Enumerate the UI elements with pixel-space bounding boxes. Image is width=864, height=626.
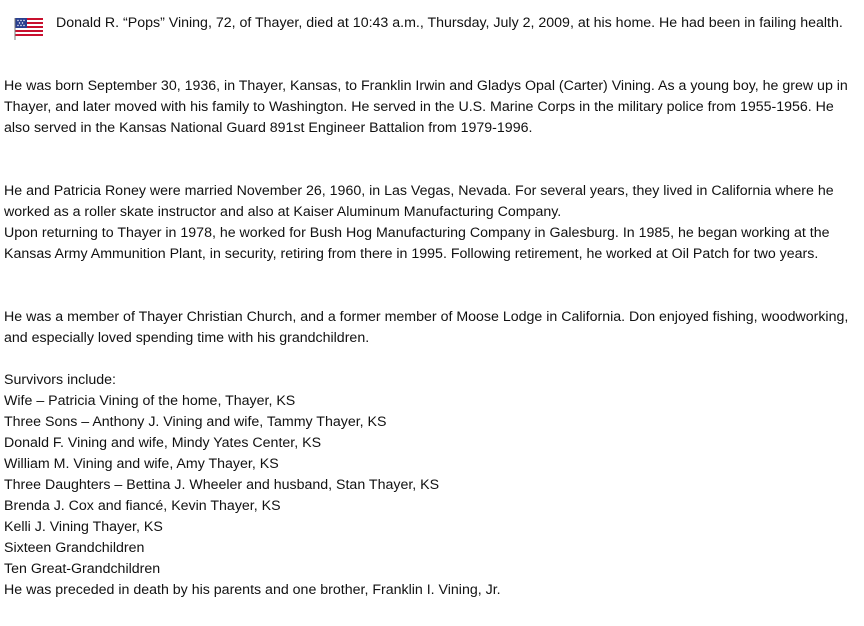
list-item: Ten Great-Grandchildren <box>4 561 161 577</box>
birth-paragraph: He was born September 30, 1936, in Thayer, Kansas, to Franklin Irwin and Gladys Opal (Carter) Vining. As a young boy, he grew up in Thayer, and later moved with his family to Washington. He served in the U.S. Marine Corps in the military police from 1955-1956. He also served in the Kansas National Guard 891st Engineer Battalion from 1979-1996. <box>4 78 848 136</box>
marriage-paragraph: He and Patricia Roney were married November 26, 1960, in Las Vegas, Nevada. For several years, they lived in California where he worked as a roller skate instructor and also at Kaiser Aluminum Manufacturing Company. <box>4 183 834 220</box>
spacer <box>4 265 860 307</box>
list-item: Brenda J. Cox and fiancé, Kevin Thayer, KS <box>4 498 281 514</box>
career-paragraph: Upon returning to Thayer in 1978, he worked for Bush Hog Manufacturing Company in Galesburg. In 1985, he began working at the Kansas Army Ammunition Plant, in security, retiring from there in 1995. Following retirement, he worked at Oil Patch for two years. <box>4 225 830 262</box>
spacer <box>4 55 860 76</box>
list-item: Kelli J. Vining Thayer, KS <box>4 519 163 535</box>
intro-block <box>4 13 860 55</box>
spacer <box>4 349 860 370</box>
us-flag-icon <box>14 15 46 41</box>
intro-text: Donald R. “Pops” Vining, 72, of Thayer, died at 10:43 a.m., Thursday, July 2, 2009, at his home. He had been in failing health. <box>56 15 843 31</box>
list-item: Three Daughters – Bettina J. Wheeler and husband, Stan Thayer, KS <box>4 477 440 493</box>
list-item: Three Sons – Anthony J. Vining and wife, Tammy Thayer, KS <box>4 414 387 430</box>
survivors-list <box>4 391 860 601</box>
list-item: He was preceded in death by his parents and one brother, Franklin I. Vining, Jr. <box>4 582 501 598</box>
church-paragraph: He was a member of Thayer Christian Church, and a former member of Moose Lodge in California. Don enjoyed fishing, woodworking, and especially loved spending time with his grandchildren. <box>4 309 849 346</box>
list-item: Donald F. Vining and wife, Mindy Yates Center, KS <box>4 435 322 451</box>
list-item: William M. Vining and wife, Amy Thayer, KS <box>4 456 279 472</box>
spacer <box>4 139 860 181</box>
survivors-heading: Survivors include: <box>4 372 116 388</box>
list-item: Sixteen Grandchildren <box>4 540 145 556</box>
list-item: Wife – Patricia Vining of the home, Thayer, KS <box>4 393 296 409</box>
obituary-document <box>4 13 860 601</box>
